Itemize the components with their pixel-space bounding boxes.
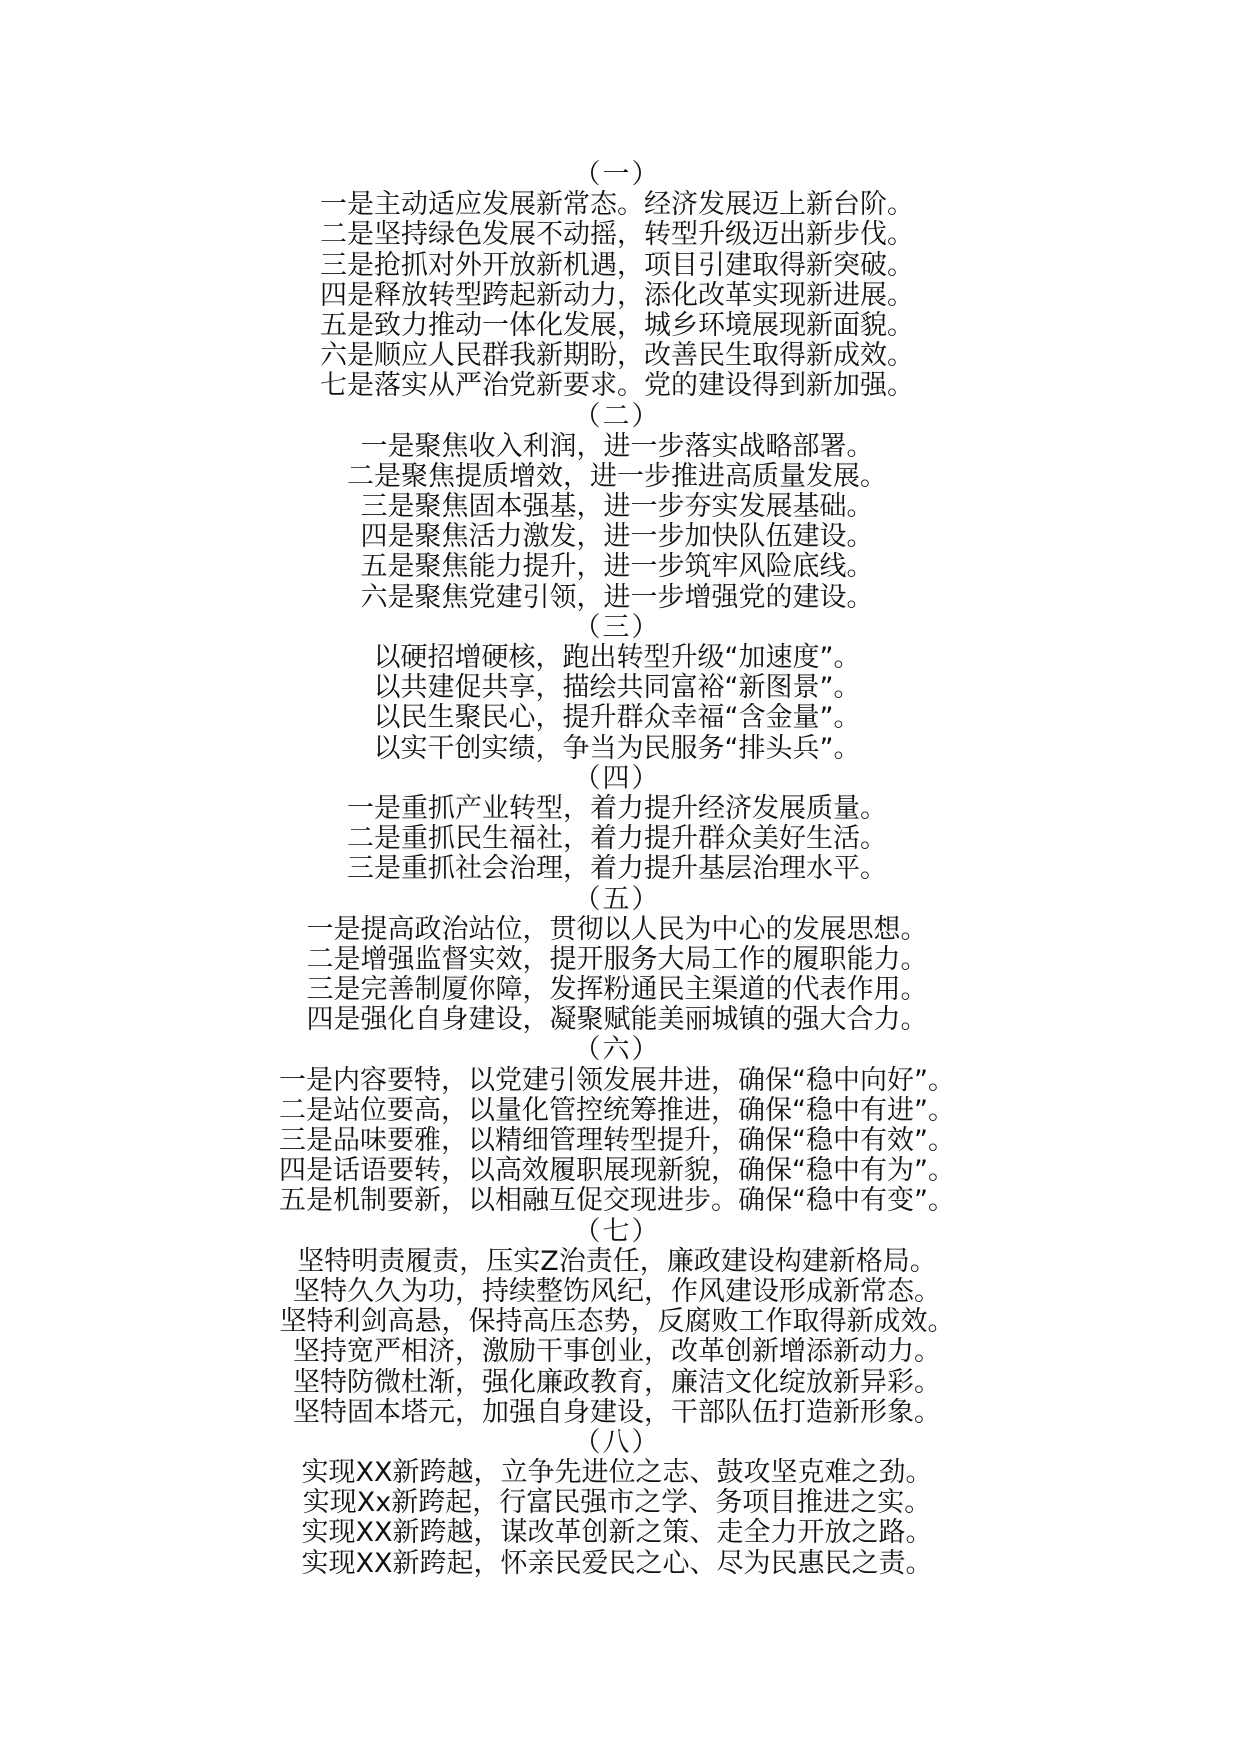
text-line: 四是话语要转，以高效履职展现新貌，确保“稳中有为”。 xyxy=(279,1155,955,1187)
text-line: 六是顺应人民群我新期盼，改善民生取得新成效。 xyxy=(320,340,914,372)
section-4 xyxy=(0,764,1234,885)
text-line: 以民生聚民心，提升群众幸福“含金量”。 xyxy=(373,702,861,734)
section-heading: （一） xyxy=(573,159,661,190)
text-line: 一是重抓产业转型，着力提升经济发展质量。 xyxy=(347,792,887,824)
text-line: 实现XX新跨越，立争先进位之志、鼓攻坚克难之劲。 xyxy=(301,1457,933,1489)
text-line: 三是重抓社会治理，着力提升基层治理水平。 xyxy=(347,853,887,885)
text-line: 一是主动适应发展新常态。经济发展迈上新台阶。 xyxy=(320,189,914,221)
text-line: 坚特久久为功，持续整饬风纪，作风建设形成新常态。 xyxy=(293,1275,941,1307)
section-heading: （三） xyxy=(573,611,661,643)
section-3 xyxy=(0,613,1234,764)
section-heading: （四） xyxy=(573,762,661,794)
text-line: 以实干创实绩，争当为民服务“排头兵”。 xyxy=(373,732,861,764)
text-line: 五是致力推动一体化发展，城乡环境展现新面貌。 xyxy=(320,309,914,341)
section-heading: （五） xyxy=(573,883,661,915)
text-line: 三是品味要雅，以精细管理转型提升，确保“稳中有效”。 xyxy=(279,1125,955,1156)
text-line: 实现XX新跨越，谋改革创新之策、走全力开放之路。 xyxy=(301,1517,933,1549)
text-line: 以共建促共享，描绘共同富裕“新图景”。 xyxy=(373,672,861,704)
document-body xyxy=(0,160,1234,1579)
text-line: 五是机制要新，以相融互促交现进步。确保“稳中有变”。 xyxy=(279,1185,955,1217)
section-2 xyxy=(0,402,1234,613)
text-line: 以硬招增硬核，跑出转型升级“加速度”。 xyxy=(373,642,861,673)
text-line: 五是聚焦能力提升，进一步筑牢风险底线。 xyxy=(360,551,874,583)
section-heading: （六） xyxy=(573,1034,661,1066)
text-line: 四是释放转型跨起新动力，添化改革实现新进展。 xyxy=(320,279,914,311)
text-line: 二是聚焦提质增效，进一步推进高质量发展。 xyxy=(347,460,887,492)
text-line: 二是站位要高，以量化管控统筹推进，确保“稳中有进”。 xyxy=(279,1094,955,1126)
section-1 xyxy=(0,160,1234,402)
section-heading: （八） xyxy=(573,1426,661,1458)
text-line: 坚持宽严相济，激励干事创业，改革创新增添新动力。 xyxy=(293,1336,941,1368)
section-7 xyxy=(0,1217,1234,1428)
text-line: 七是落实从严治党新要求。党的建设得到新加强。 xyxy=(320,370,914,402)
text-line: 三是聚焦固本强基，进一步夯实发展基础。 xyxy=(360,491,874,523)
text-line: 坚特防微杜渐，强化廉政教育，廉洁文化绽放新异彩。 xyxy=(293,1366,941,1398)
text-line: 一是内容要特，以党建引领发展井进，确保“稳中向好”。 xyxy=(279,1064,955,1096)
section-heading: （七） xyxy=(573,1215,661,1247)
text-line: 二是重抓民生福社，着力提升群众美好生活。 xyxy=(347,823,887,855)
text-line: 二是坚持绿色发展不动摇，转型升级迈出新步伐。 xyxy=(320,219,914,251)
section-8 xyxy=(0,1428,1234,1579)
text-line: 四是聚焦活力激发，进一步加快队伍建设。 xyxy=(360,521,874,553)
text-line: 实现Xx新跨起，行富民强市之学、务项目推进之实。 xyxy=(302,1487,932,1519)
section-6 xyxy=(0,1035,1234,1216)
text-line: 一是提高政治站位，贯彻以人民为中心的发展思想。 xyxy=(306,913,928,945)
text-line: 三是完善制厦你障，发挥粉通民主渠道的代表作用。 xyxy=(306,974,928,1006)
text-line: 实现XX新跨起，怀亲民爱民之心、尽为民惠民之责。 xyxy=(301,1547,933,1579)
text-line: 坚特明责履责，压实Z治责任，廉政建设构建新格局。 xyxy=(297,1245,937,1277)
text-line: 二是增强监督实效，提开服务大局工作的履职能力。 xyxy=(306,943,928,975)
section-heading: （二） xyxy=(573,400,661,432)
text-line: 四是强化自身建设，凝聚赋能美丽城镇的强大合力。 xyxy=(306,1004,928,1036)
text-line: 三是抢抓对外开放新机遇，项目引建取得新突破。 xyxy=(320,249,914,281)
text-line: 坚特利剑高悬，保持高压态势，反腐败工作取得新成效。 xyxy=(279,1306,955,1338)
section-5 xyxy=(0,885,1234,1036)
text-line: 一是聚焦收入利润，进一步落实战略部署。 xyxy=(360,430,874,462)
text-line: 坚特固本塔元，加强自身建设，干部队伍打造新形象。 xyxy=(293,1396,941,1428)
text-line: 六是聚焦党建引领，进一步增强党的建设。 xyxy=(360,581,874,613)
